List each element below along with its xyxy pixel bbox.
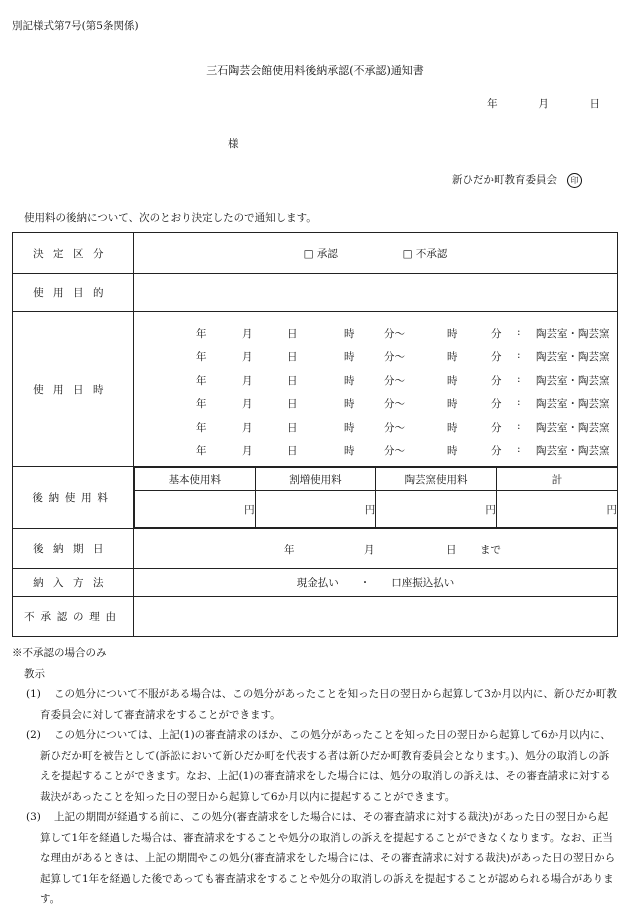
datetime-entry-row[interactable] <box>134 438 617 462</box>
decision-row <box>13 233 618 274</box>
decision-label: 決定区分 <box>13 233 134 274</box>
datetime-year: 年 <box>196 421 207 434</box>
note-text: この処分については、上記(1)の審査請求のほか、この処分があったことを知った日の翌日から起算して6か月以内に、新ひだか町を被告として(訴訟において新ひだか町を代表する者は新ひだか町教育委員会となります。)、処分の取消しの訴えを提起することができます。なお、上記(1)の審査請求をした場合には、処分の取消しの訴えは、その審査請求に対する裁決があったことを知った日の翌日から起算して6か月以内に提起することができます。 <box>40 729 611 803</box>
datetime-entry-row[interactable] <box>134 368 617 392</box>
datetime-hour2: 時 <box>447 398 458 410</box>
note-text: 上記の期間が経過する前に、この処分(審査請求をした場合には、その審査請求に対する裁決)があった日の翌日から起算して1年を経過した場合は、審査請求をすることや処分の取消しの訴えを提起することができなくなります。なお、正当な理由があるときは、上記の期間やこの処分(審査請求をした場合には、その審査請求に対する裁決)があった日の翌日から起算して1年を経過した後であっても審査請求をすることや処分の取消しの訴えを提起することが認められる場合があります。 <box>40 811 616 905</box>
deadline-year: 年 <box>284 544 295 556</box>
datetime-hour2: 時 <box>447 421 458 434</box>
datetime-month: 月 <box>242 374 253 387</box>
note-item-2 <box>12 725 618 807</box>
datetime-hour: 時 <box>344 374 355 387</box>
datetime-hour: 時 <box>344 421 355 434</box>
datetime-rooms: 陶芸室・陶芸窯 <box>536 327 610 340</box>
datetime-min-to: 分 <box>491 445 502 457</box>
datetime-rooms: 陶芸室・陶芸窯 <box>536 421 610 434</box>
deadline-day: 日 <box>446 544 457 556</box>
notification-table <box>12 232 618 637</box>
datetime-min-from: 分〜 <box>384 374 405 387</box>
deadline-label: 後納期日 <box>13 529 134 569</box>
datetime-label: 使用日時 <box>13 312 134 467</box>
issuer-line <box>452 172 582 188</box>
date-day: 日 <box>589 98 600 110</box>
datetime-day: 日 <box>287 421 298 434</box>
datetime-year: 年 <box>196 351 207 363</box>
approve-checkbox[interactable]: □ 承認 <box>303 247 338 260</box>
datetime-hour2: 時 <box>447 445 458 457</box>
datetime-month: 月 <box>242 445 253 457</box>
datetime-min-to: 分 <box>491 421 502 434</box>
fee-total-cell[interactable]: 円 <box>496 491 617 528</box>
datetime-day: 日 <box>287 398 298 410</box>
datetime-min-from: 分〜 <box>384 351 405 363</box>
datetime-row <box>13 312 618 467</box>
datetime-min-from: 分〜 <box>384 421 405 434</box>
reason-row <box>13 597 618 637</box>
fee-header-total: 計 <box>496 468 617 491</box>
note-text: この処分について不服がある場合は、この処分があったことを知った日の翌日から起算して3か月以内に、新ひだか町教育委員会に対して審査請求をすることができます。 <box>40 688 617 721</box>
datetime-hour2: 時 <box>447 327 458 340</box>
datetime-colon: : <box>517 396 521 408</box>
datetime-hour: 時 <box>344 398 355 410</box>
addressee-suffix: 様 <box>228 138 239 150</box>
fee-header-row <box>135 468 618 491</box>
datetime-hour: 時 <box>344 351 355 363</box>
datetime-day: 日 <box>287 374 298 387</box>
datetime-hour2: 時 <box>447 374 458 387</box>
document-title: 三石陶芸会館使用料後納承認(不承認)通知書 <box>206 64 424 77</box>
issuer-name: 新ひだか町教育委員会 <box>452 174 557 186</box>
reason-label: 不承認の理由 <box>13 597 134 637</box>
datetime-entry-row[interactable] <box>134 321 617 345</box>
purpose-label: 使用目的 <box>13 274 134 312</box>
date-month: 月 <box>538 98 549 110</box>
reason-field[interactable] <box>134 597 618 637</box>
fee-value-row <box>135 491 618 528</box>
datetime-colon: : <box>517 349 521 361</box>
payment-label: 納入方法 <box>13 569 134 597</box>
datetime-entry-row[interactable] <box>134 415 617 439</box>
datetime-entry-row[interactable] <box>134 391 617 415</box>
note-item-1 <box>12 684 618 725</box>
deadline-month: 月 <box>364 544 375 556</box>
date-year: 年 <box>487 98 498 110</box>
issue-date <box>487 96 600 111</box>
datetime-month: 月 <box>242 327 253 340</box>
datetime-min-to: 分 <box>491 374 502 387</box>
datetime-year: 年 <box>196 398 207 410</box>
fee-header-basic: 基本使用料 <box>135 468 256 491</box>
fee-header-surcharge: 割増使用料 <box>255 468 376 491</box>
seal-icon: 印 <box>567 173 582 188</box>
intro-text: 使用料の後納について、次のとおり決定したので通知します。 <box>24 212 317 224</box>
notes-section <box>12 643 618 910</box>
payment-options: 現金払い ・ 口座振込払い <box>134 569 618 597</box>
fee-header-kiln: 陶芸窯使用料 <box>376 468 497 491</box>
datetime-colon: : <box>517 443 521 455</box>
payment-row <box>13 569 618 597</box>
datetime-field <box>134 312 618 467</box>
datetime-day: 日 <box>287 327 298 340</box>
datetime-min-to: 分 <box>491 327 502 340</box>
purpose-row <box>13 274 618 312</box>
note-number: (2) <box>26 729 41 741</box>
datetime-day: 日 <box>287 445 298 457</box>
datetime-month: 月 <box>242 351 253 363</box>
datetime-rooms: 陶芸室・陶芸窯 <box>536 351 610 363</box>
datetime-colon: : <box>517 325 521 338</box>
datetime-hour: 時 <box>344 445 355 457</box>
datetime-rooms: 陶芸室・陶芸窯 <box>536 445 610 457</box>
decision-options <box>134 233 618 274</box>
note-number: (1) <box>26 688 41 700</box>
datetime-year: 年 <box>196 374 207 387</box>
note-number: (3) <box>26 811 41 823</box>
datetime-rooms: 陶芸室・陶芸窯 <box>536 398 610 410</box>
fee-row <box>13 467 618 529</box>
datetime-colon: : <box>517 372 521 385</box>
datetime-min-from: 分〜 <box>384 445 405 457</box>
datetime-min-from: 分〜 <box>384 327 405 340</box>
datetime-year: 年 <box>196 445 207 457</box>
notes-heading: 教示 <box>24 667 45 680</box>
disapprove-checkbox[interactable]: □ 不承認 <box>402 247 448 260</box>
datetime-min-to: 分 <box>491 398 502 410</box>
fee-field <box>134 467 618 529</box>
datetime-month: 月 <box>242 421 253 434</box>
datetime-colon: : <box>517 419 521 432</box>
form-number-label: 別記様式第7号(第5条関係) <box>12 20 139 32</box>
fee-basic-cell[interactable]: 円 <box>135 491 256 528</box>
datetime-rooms: 陶芸室・陶芸窯 <box>536 374 610 387</box>
datetime-entry-row[interactable] <box>134 344 617 368</box>
datetime-hour2: 時 <box>447 351 458 363</box>
note-item-3 <box>12 807 618 910</box>
deadline-until: まで <box>480 544 501 556</box>
deadline-field <box>134 529 618 569</box>
datetime-day: 日 <box>287 351 298 363</box>
datetime-min-from: 分〜 <box>384 398 405 410</box>
fee-subtable <box>134 467 617 528</box>
purpose-field[interactable] <box>134 274 618 312</box>
notes-only-label: ※不承認の場合のみ <box>12 647 107 659</box>
datetime-month: 月 <box>242 398 253 410</box>
deadline-row <box>13 529 618 569</box>
fee-label: 後納使用料 <box>13 467 134 529</box>
datetime-min-to: 分 <box>491 351 502 363</box>
fee-kiln-cell[interactable]: 円 <box>376 491 497 528</box>
datetime-year: 年 <box>196 327 207 340</box>
fee-surcharge-cell[interactable]: 円 <box>255 491 376 528</box>
datetime-rows <box>134 317 617 462</box>
datetime-hour: 時 <box>344 327 355 340</box>
